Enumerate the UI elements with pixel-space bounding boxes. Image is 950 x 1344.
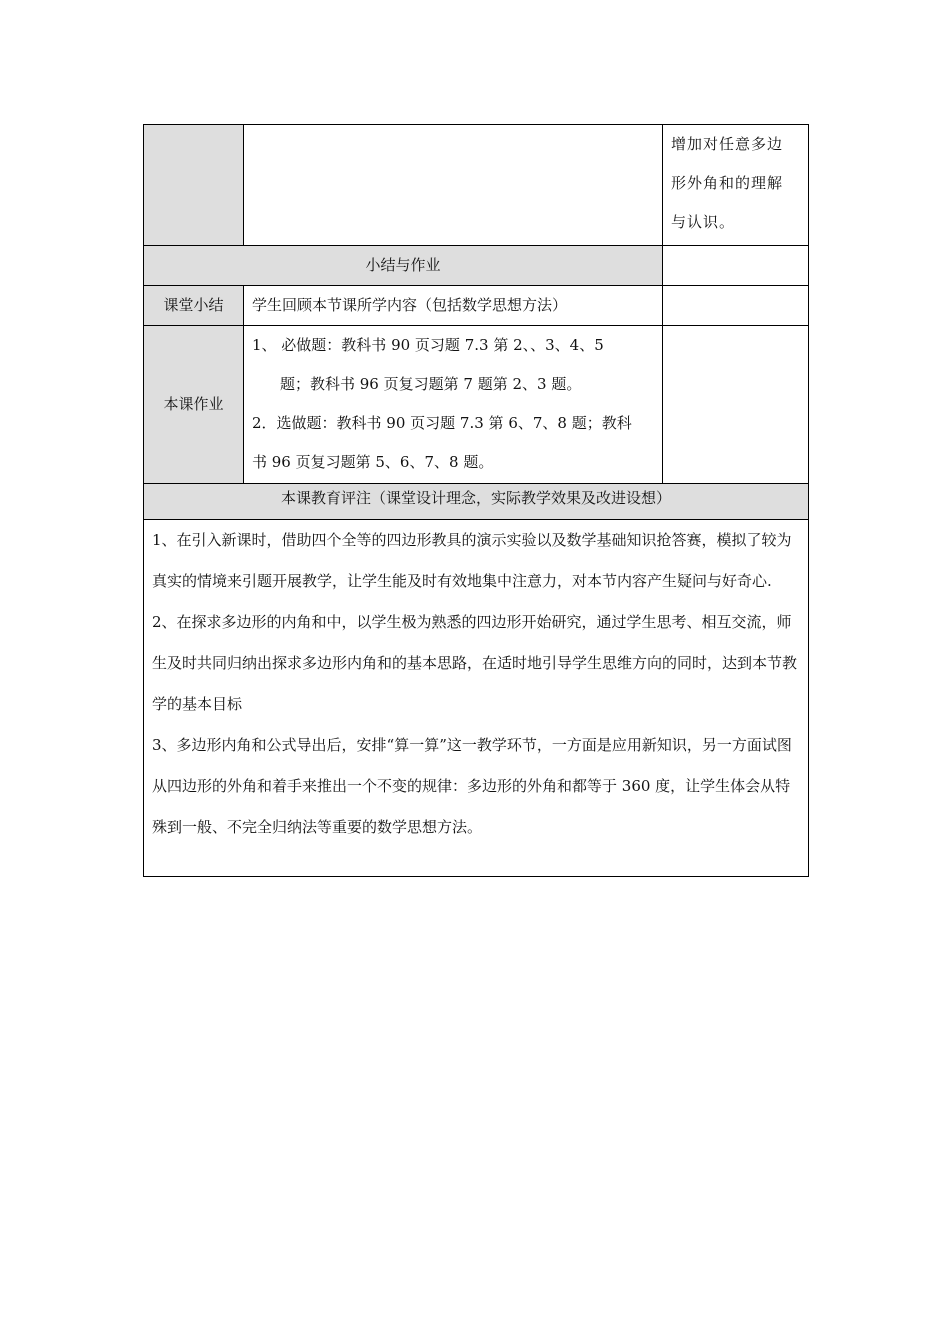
homework-side-cell xyxy=(663,326,809,484)
lesson-plan-table xyxy=(143,124,809,877)
side-note-line: 与认识。 xyxy=(671,213,736,231)
class-summary-side-cell xyxy=(663,286,809,326)
evaluation-heading-row xyxy=(144,484,809,520)
class-summary-label: 课堂小结 xyxy=(144,286,244,326)
evaluation-paragraph: 2、在探求多边形的内角和中，以学生极为熟悉的四边形开始研究，通过学生思考、相互交流，师生及时共同归纳出探求多边形内角和的基本思路，在适时地引导学生思维方向的同时，达到本节教学的基本目标 xyxy=(152,613,798,713)
summary-heading: 小结与作业 xyxy=(144,246,663,286)
summary-heading-row xyxy=(144,246,809,286)
homework-line: 题；教科书 96 页复习题第 7 题第 2、3 题。 xyxy=(280,375,582,393)
evaluation-body xyxy=(144,520,809,877)
homework-content xyxy=(244,326,663,484)
class-summary-row xyxy=(144,286,809,326)
homework-label: 本课作业 xyxy=(144,326,244,484)
continued-content-cell xyxy=(244,125,663,246)
homework-row xyxy=(144,326,809,484)
evaluation-body-row xyxy=(144,520,809,877)
continued-row xyxy=(144,125,809,246)
homework-line: 2．选做题：教科书 90 页习题 7.3 第 6、7、8 题；教科 xyxy=(252,414,632,432)
evaluation-heading: 本课教育评注（课堂设计理念，实际教学效果及改进设想） xyxy=(144,484,809,520)
side-note-line: 形外角和的理解 xyxy=(671,174,784,192)
class-summary-content: 学生回顾本节课所学内容（包括数学思想方法） xyxy=(244,286,663,326)
evaluation-paragraph: 3、多边形内角和公式导出后，安排“算一算”这一教学环节，一方面是应用新知识，另一方面试图从四边形的外角和着手来推出一个不变的规律：多边形的外角和都等于 360 度，让学生体会从特殊到一般、不完全归纳法等重要的数学思想方法。 xyxy=(152,736,792,836)
homework-line: 书 96 页复习题第 5、6、7、8 题。 xyxy=(252,453,494,471)
evaluation-paragraph: 1、在引入新课时，借助四个全等的四边形教具的演示实验以及数学基础知识抢答赛，模拟了较为真实的情境来引题开展教学，让学生能及时有效地集中注意力，对本节内容产生疑问与好奇心. xyxy=(152,531,792,590)
summary-heading-side-cell xyxy=(663,246,809,286)
continued-label-cell xyxy=(144,125,244,246)
side-note-cell xyxy=(663,125,809,246)
side-note-line: 增加对任意多边 xyxy=(671,135,784,153)
homework-line: 1、 必做题：教科书 90 页习题 7.3 第 2、、3、4、5 xyxy=(252,336,604,354)
